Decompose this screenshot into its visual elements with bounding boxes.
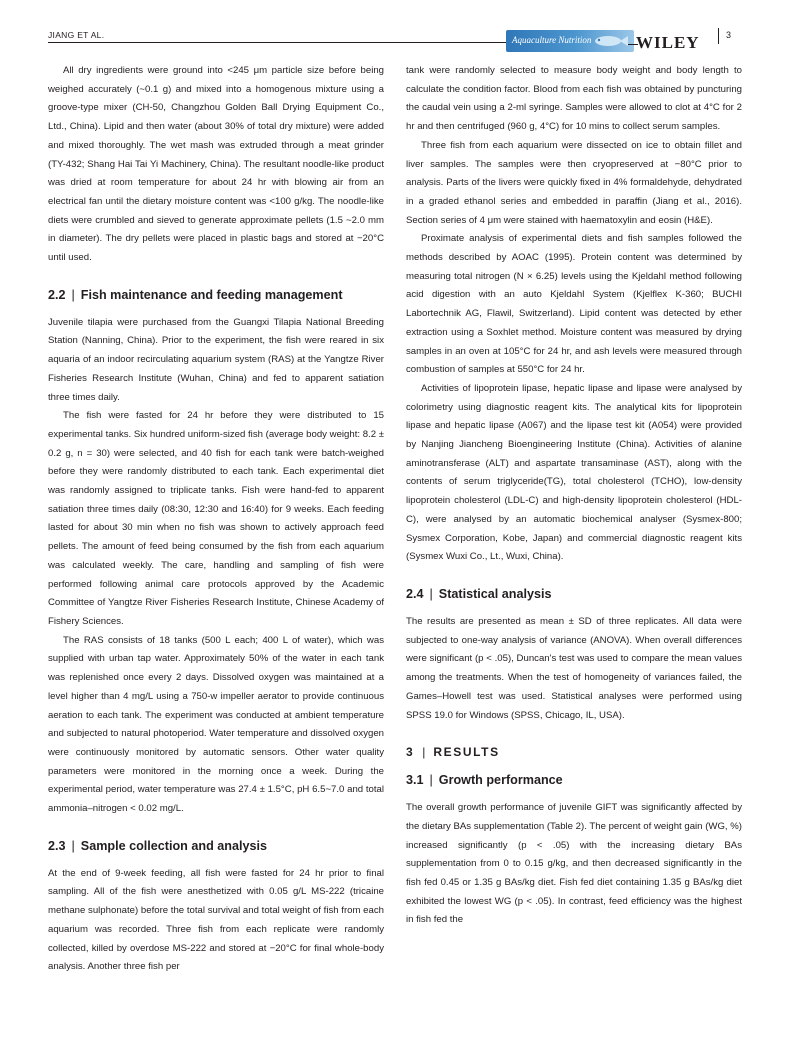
paragraph: The fish were fasted for 24 hr before they were distributed to 15 experimental tanks. Six hundred uniform-sized fish (average body weight: 8.2 ± 0.2 g, n = 30) were selected, and 40 fish for each tank were batch-weighed before they were randomly distributed to each tank. Each experimental diet was randomly assigned to triplicate tanks. Fish were hand-fed to apparent satiation three times daily (08:30, 12:30 and 16:40) for 9 weeks. Each feeding lasted for about 30 min when no fish was shown to actively approach feed pellets. The amount of feed being consumed by the fish from each aquarium was calculated weekly. The care, handling and sampling of fish were performed following animal care protocols approved by the Academic Committee of Yangtze River Fisheries Research Institute, Chinese Academy of Fishery Sciences. [48,410,384,627]
page-header [48,28,746,52]
section-heading-2-3 [48,837,384,855]
heading-separator: | [422,745,426,760]
header-rule [48,42,518,43]
paragraph: Proximate analysis of experimental diets and fish samples followed the methods described by AOAC (1995). Protein content was determined by measuring total nitrogen (N × 6.25) levels using the Kjeldahl method following acid digestion with an auto Kjeldahl System (Kjelflex K-360; BUCHI Labortechnik AG, Flawil, Switzerland). Lipid content was detected by ether extraction using a Soxhlet method. Moisture content was measured by drying samples in an oven at 105°C for 24 hr, and ash levels were measured through combustion of samples at 550°C for 24 hr. [406,233,742,376]
page-number: 3 [726,30,732,40]
paragraph: The overall growth performance of juvenile GIFT was significantly affected by the dietary BAs supplementation (Table 2). The percent of weight gain (WG, %) increased significantly (p < .05) with the increasing dietary BAs supplementation from 0 to 0.15 g/kg, and then decreased significantly in the fish fed 0.45 or 1.35 g BAs/kg diet. Fish fed diet containing 1.35 g BAs/kg diet exhibited the lowest WG (p < .05). In contrast, feed efficiency was the highest in fish fed the [406,802,742,926]
heading-separator: | [429,773,433,788]
right-column [406,62,742,930]
section-heading-3 [406,743,742,761]
section-heading-2-2 [48,286,384,304]
section-heading-2-4 [406,585,742,603]
section-title: Growth performance [438,773,563,788]
publisher-logo: WILEY [636,33,700,52]
section-number: 2.2 [48,287,66,302]
page-number-separator [718,28,719,44]
fish-icon [588,33,628,49]
heading-separator: | [71,287,75,302]
section-number: 2.4 [406,586,424,601]
section-title: Sample collection and analysis [80,838,267,853]
section-number: 3.1 [406,773,424,788]
journal-badge [506,30,634,52]
section-title: Statistical analysis [438,586,552,601]
section-number: 3 [406,745,415,760]
paragraph: The results are presented as mean ± SD of three replicates. All data were subjected to one-way analysis of variance (ANOVA). When overall differences were significant (p < .05), Duncan's test was used to compare the mean values among the treatments. When the test of homogeneity of variances failed, the Games–Howell test was used. Statistical analyses were performed using SPSS 19.0 for Windows (SPSS, Chicago, IL, USA). [406,615,742,721]
section-title: RESULTS [433,745,500,760]
paragraph: The RAS consists of 18 tanks (500 L each; 400 L of water), which was supplied with urban tap water. Approximately 50% of the water in each tank was replenished once every 2 days. Dissolved oxygen was maintained at a level higher than 4 mg/L using a 750-w impeller aerator to provide continuous aeration to each tank. The experiment was conducted at ambient temperature and subjected to natural photoperiod. Water temperature and dissolved oxygen were continuously monitored by automatic sensors. Other water quality parameters were monitored in the morning once a week. During the experimental period, water temperature was 27.4 ± 1.5°C, pH 6.5~7.0 and total ammonia–nitrogen < 0.02 mg/L. [48,634,384,815]
section-heading-3-1 [406,771,742,789]
section-title: Fish maintenance and feeding management [80,287,343,302]
heading-separator: | [71,838,75,853]
paragraph: Three fish from each aquarium were dissected on ice to obtain fillet and liver samples. The samples were then cryopreserved at −80°C prior to analysis. Parts of the livers were quickly fixed in 4% formaldehyde, dehydrated in a graded ethanol series and embedded in paraffin (Jiang et al., 2016). Section series of 4 μm were stained with haematoxylin and eosin (H&E). [406,139,742,226]
paragraph: Activities of lipoprotein lipase, hepatic lipase and lipase were analysed by colorimetry using diagnostic reagent kits. The analytical kits for lipoprotein lipase and hepatic lipase (A067) and the lipase test kit (A054) were provided by Nanjing Jiancheng Bioengineering Institute (China). Activities of alanine aminotransferase (ALT) and aspartate transaminase (AST), along with the contents of serum triglyceride(TG), total cholesterol (TCHO), low-density lipoprotein cholesterol (LDL-C) and high-density lipoprotein cholesterol (HDL-C), were analysed by an automatic biochemical analyser (Sysmex-800; Sysmex Corporation, Kobe, Japan) and commercial diagnostic reagent kits (Sysmex Wuxi Co., Lt., Wuxi, China). [406,382,742,563]
journal-name: Aquaculture Nutrition [512,35,592,45]
section-number: 2.3 [48,838,66,853]
heading-separator: | [429,586,433,601]
paragraph: At the end of 9-week feeding, all fish were fasted for 24 hr prior to final sampling. All of the fish were anesthetized with 0.05 g/L MS-222 (tricaine methane sulphonate) before the total survival and total weight of fish from each aquarium was recorded. Three fish from each replicate were randomly collected, killed by overdose MS-222 and stored at −20°C for final whole-body analysis. Another three fish per [48,867,384,973]
left-column [48,62,384,977]
paragraph: tank were randomly selected to measure body weight and body length to calculate the condition factor. Blood from each fish was obtained by puncturing the caudal vein using a 2-ml syringe. Samples were allowed to clot at 4°C for 2 hr and then centrifuged (960 g, 4°C) for 10 mins to collect serum samples. [406,65,742,133]
paragraph: Juvenile tilapia were purchased from the Guangxi Tilapia National Breeding Station (Nanning, China). Prior to the experiment, the fish were reared in six aquaria of an indoor recirculating aquarium system (RAS) at the Yangtze River Fisheries Research Institute (Wuhan, China) and fed to apparent satiation three times daily. [48,316,384,403]
paragraph: All dry ingredients were ground into <245 μm particle size before being weighed accurately (~0.1 g) and mixed into a homogenous mixture using a groove-type mixer (CH-50, Changzhou Golden Ball Drying Equipment Co., Ltd., China). Lipid and then water (about 30% of total dry mixture) were added and mixed thoroughly. The wet mash was extruded through a meat grinder (TY-432; Shang Hai Tai Yi Machinery, China). The resultant noodle-like product was dried at room temperature for about 24 hr with blowing air from an electrical fan until the dietary moisture content was <100 g/kg. The noodle-like diets were crumbled and sieved to generate approximate pellets (1.5 ~2.0 mm in diameter). The dry pellets were placed in plastic bags and stored at −20°C until used. [48,65,384,264]
running-head: JIANG ET AL. [48,30,105,40]
